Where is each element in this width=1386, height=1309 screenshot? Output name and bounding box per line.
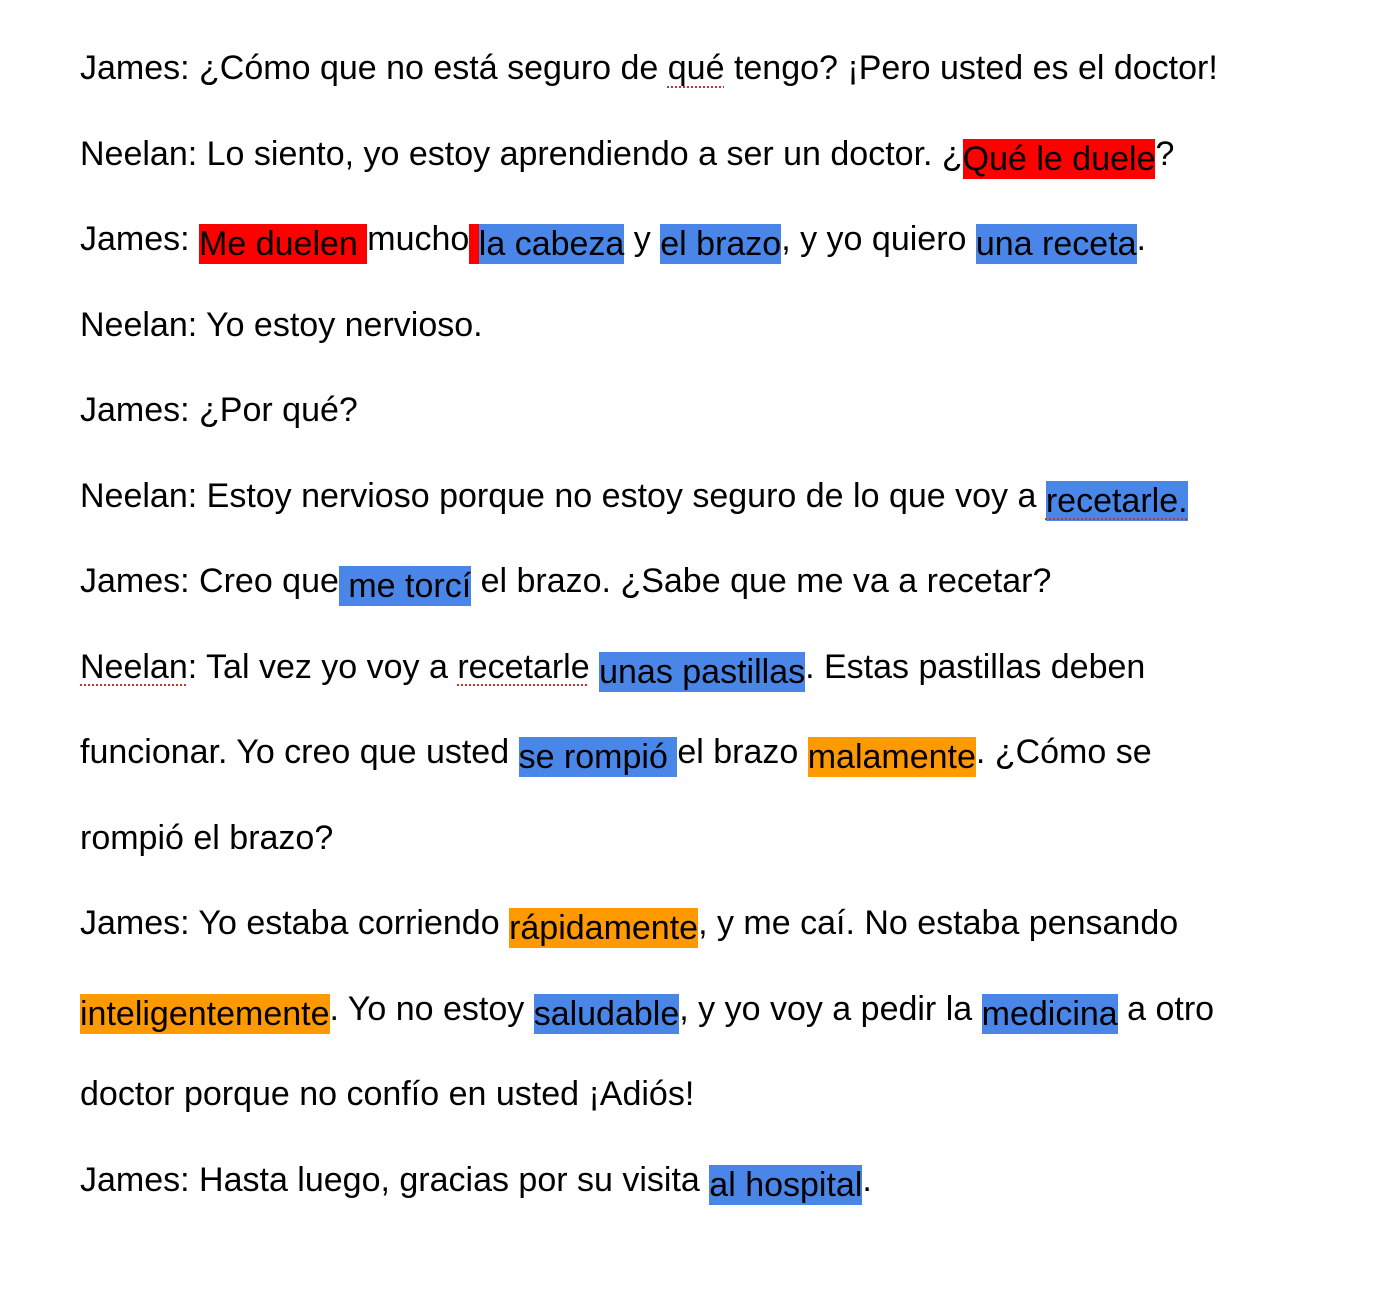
text-run: James: Yo estaba corriendo — [80, 904, 510, 942]
text-run: a otro — [1117, 989, 1215, 1028]
text-run: , y me caí. No estaba pensando — [698, 904, 1179, 942]
blue-highlight: me torcí — [338, 567, 472, 605]
text-run: Neelan: Lo siento, yo estoy aprendiendo a ser un doctor. ¿ — [80, 134, 963, 173]
text-run: , y yo quiero — [781, 220, 976, 258]
blue-highlight: unas pastillas — [599, 652, 806, 691]
text-run: . — [862, 1160, 872, 1199]
orange-highlight: rápidamente — [509, 909, 699, 947]
blue-highlight-misspelled: recetarle. — [1045, 481, 1188, 520]
blue-highlight: la cabeza — [478, 225, 625, 263]
text-run: . ¿Cómo se — [975, 733, 1152, 771]
text-run: tengo? ¡Pero usted es el doctor! — [724, 49, 1218, 87]
blue-highlight: una receta — [975, 225, 1137, 263]
dialogue-line — [80, 466, 1188, 526]
text-run: : Tal vez yo voy a — [187, 647, 458, 686]
text-run: funcionar. Yo creo que usted — [80, 733, 519, 771]
text-run: . Yo no estoy — [329, 989, 534, 1028]
blue-highlight: el brazo — [660, 225, 782, 263]
blue-highlight: se rompió — [518, 738, 678, 776]
text-run: rompió el brazo? — [80, 818, 334, 857]
red-highlight — [469, 224, 478, 264]
text-run: mucho — [367, 220, 470, 258]
dialogue-line — [80, 637, 1145, 697]
text-run: y — [624, 220, 661, 258]
text-run: el brazo — [677, 733, 808, 771]
text-run: el brazo. ¿Sabe que me va a recetar? — [471, 562, 1052, 600]
orange-highlight: inteligentemente — [80, 994, 330, 1033]
orange-highlight: malamente — [807, 738, 976, 776]
dialogue-line — [80, 38, 1218, 98]
blue-highlight: al hospital — [709, 1165, 863, 1204]
misspelled-word: recetarle — [457, 647, 590, 686]
text-run: . — [1136, 220, 1146, 258]
text-run: James: Creo que — [80, 562, 339, 600]
text-run: James: Hasta luego, gracias por su visita — [80, 1160, 710, 1199]
dialogue-line — [80, 893, 1178, 953]
dialogue-line — [80, 209, 1146, 269]
text-run: James: ¿Por qué? — [80, 391, 358, 429]
misspelled-word: Neelan — [80, 647, 188, 686]
text-run: . Estas pastillas deben — [805, 647, 1146, 686]
misspelled-word: qué — [667, 49, 725, 87]
dialogue-line — [80, 124, 1174, 184]
text-run: ? — [1155, 134, 1175, 173]
blue-highlight: medicina — [981, 994, 1118, 1033]
red-highlight: Qué le duele — [962, 139, 1156, 178]
text-run: Neelan: Estoy nervioso porque no estoy seguro de lo que voy a — [80, 476, 1046, 515]
red-highlight: Me duelen — [199, 225, 368, 263]
dialogue-line — [80, 722, 1152, 782]
text-run: doctor porque no confío en usted ¡Adiós! — [80, 1075, 695, 1113]
dialogue-line — [80, 551, 1051, 611]
text-run: Neelan: Yo estoy nervioso. — [80, 305, 483, 344]
dialogue-line — [80, 295, 483, 355]
dialogue-line — [80, 1064, 694, 1124]
text-run: James: — [80, 220, 200, 258]
dialogue-line — [80, 979, 1214, 1039]
text-run: , y yo voy a pedir la — [679, 989, 982, 1028]
text-run — [590, 648, 599, 686]
dialogue-line — [80, 808, 333, 868]
blue-highlight: saludable — [533, 994, 680, 1033]
text-run: James: ¿Cómo que no está seguro de — [80, 49, 668, 87]
dialogue-line — [80, 380, 358, 440]
dialogue-line — [80, 1150, 872, 1210]
